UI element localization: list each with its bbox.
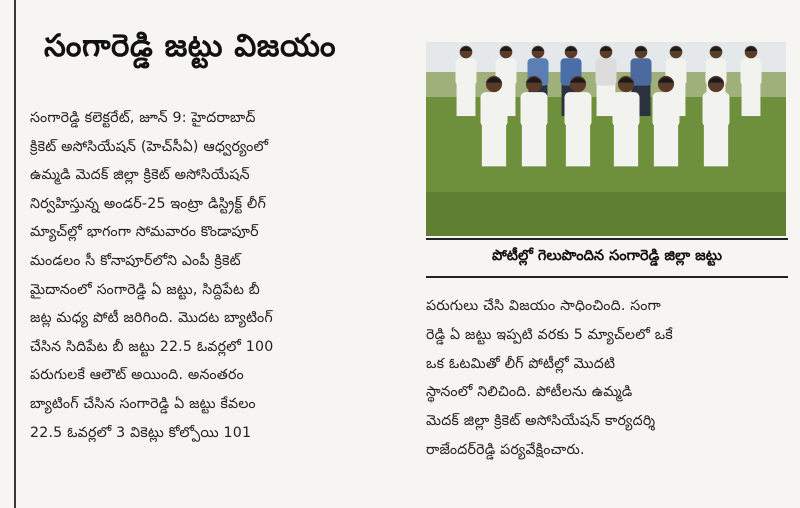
body-line: జట్ల మధ్య పోటీ జరిగింది. మొదట బ్యాటింగ్ — [30, 310, 273, 327]
team-photo — [426, 42, 786, 236]
body-line: పరుగులు చేసి విజయం సాధించింది. సంగా — [426, 298, 661, 314]
body-line: క్రికెట్ అసోసియేషన్ (హెచ్‌సీఏ) ఆధ్వర్యంలో — [30, 138, 269, 155]
body-line: రాజేందర్‌రెడ్డి పర్యవేక్షించారు. — [426, 441, 585, 458]
body-line: సంగారెడ్డి కలెక్టరేట్, జూన్ 9: హైదరాబాద్ — [30, 110, 256, 126]
body-line: మ్యాచ్‌ల్లో భాగంగా సోమవారం కొండాపూర్ — [30, 224, 259, 241]
body-line: నిర్వహిస్తున్న అండర్-25 ఇంట్రా డిస్ట్రిక్ట్ లీగ్ — [30, 195, 266, 212]
photo-caption: పోటీల్లో గెలుపొందిన సంగారెడ్డి జిల్లా జట్టు — [492, 248, 722, 264]
body-line: చేసిన సిదిపేట బీ జట్టు 22.5 ఓవర్లలో 100 — [30, 338, 274, 355]
body-line: ఉమ్మడి మెదక్ జిల్లా క్రికెట్ అసోసియేషన్ — [30, 167, 250, 184]
body-line: మైదానంలో సంగారెడ్డి ఏ జట్టు, సిద్దిపేట బీ — [30, 281, 260, 298]
body-line: బ్యాటింగ్ చేసిన సంగారెడ్డి ఏ జట్టు కేవలం — [30, 395, 256, 412]
body-line: పరుగులకే ఆలౌట్ అయింది. అనంతరం — [30, 367, 244, 384]
headline: సంగారెడ్డి జట్టు విజయం — [44, 28, 337, 64]
body-line: మండలం సీ కోనాపూర్‌లోని ఎంపీ క్రికెట్ — [30, 252, 241, 269]
team-photo-illustration — [426, 42, 786, 236]
body-line: ఒక ఓటమితో లీగ్ పోటీల్లో మొదటి — [426, 355, 616, 372]
body-line: స్థానంలో నిలిచింది. పోటీలను ఉమ్మడి — [426, 384, 633, 401]
body-line: 22.5 ఓవర్లలో 3 వికెట్లు కోల్పోయి 101 — [30, 424, 252, 441]
column-rule — [14, 0, 16, 508]
body-line: రెడ్డి ఏ జట్టు ఇప్పటి వరకు 5 మ్యాచ్‌లలో ఒకే — [426, 326, 673, 343]
article-body-left — [30, 104, 410, 502]
article-body-right — [426, 292, 788, 492]
body-line: మెదక్ జిల్లా క్రికెట్ అసోసియేషన్ కార్యదర్శి — [426, 413, 656, 430]
photo-caption-box — [426, 238, 788, 278]
